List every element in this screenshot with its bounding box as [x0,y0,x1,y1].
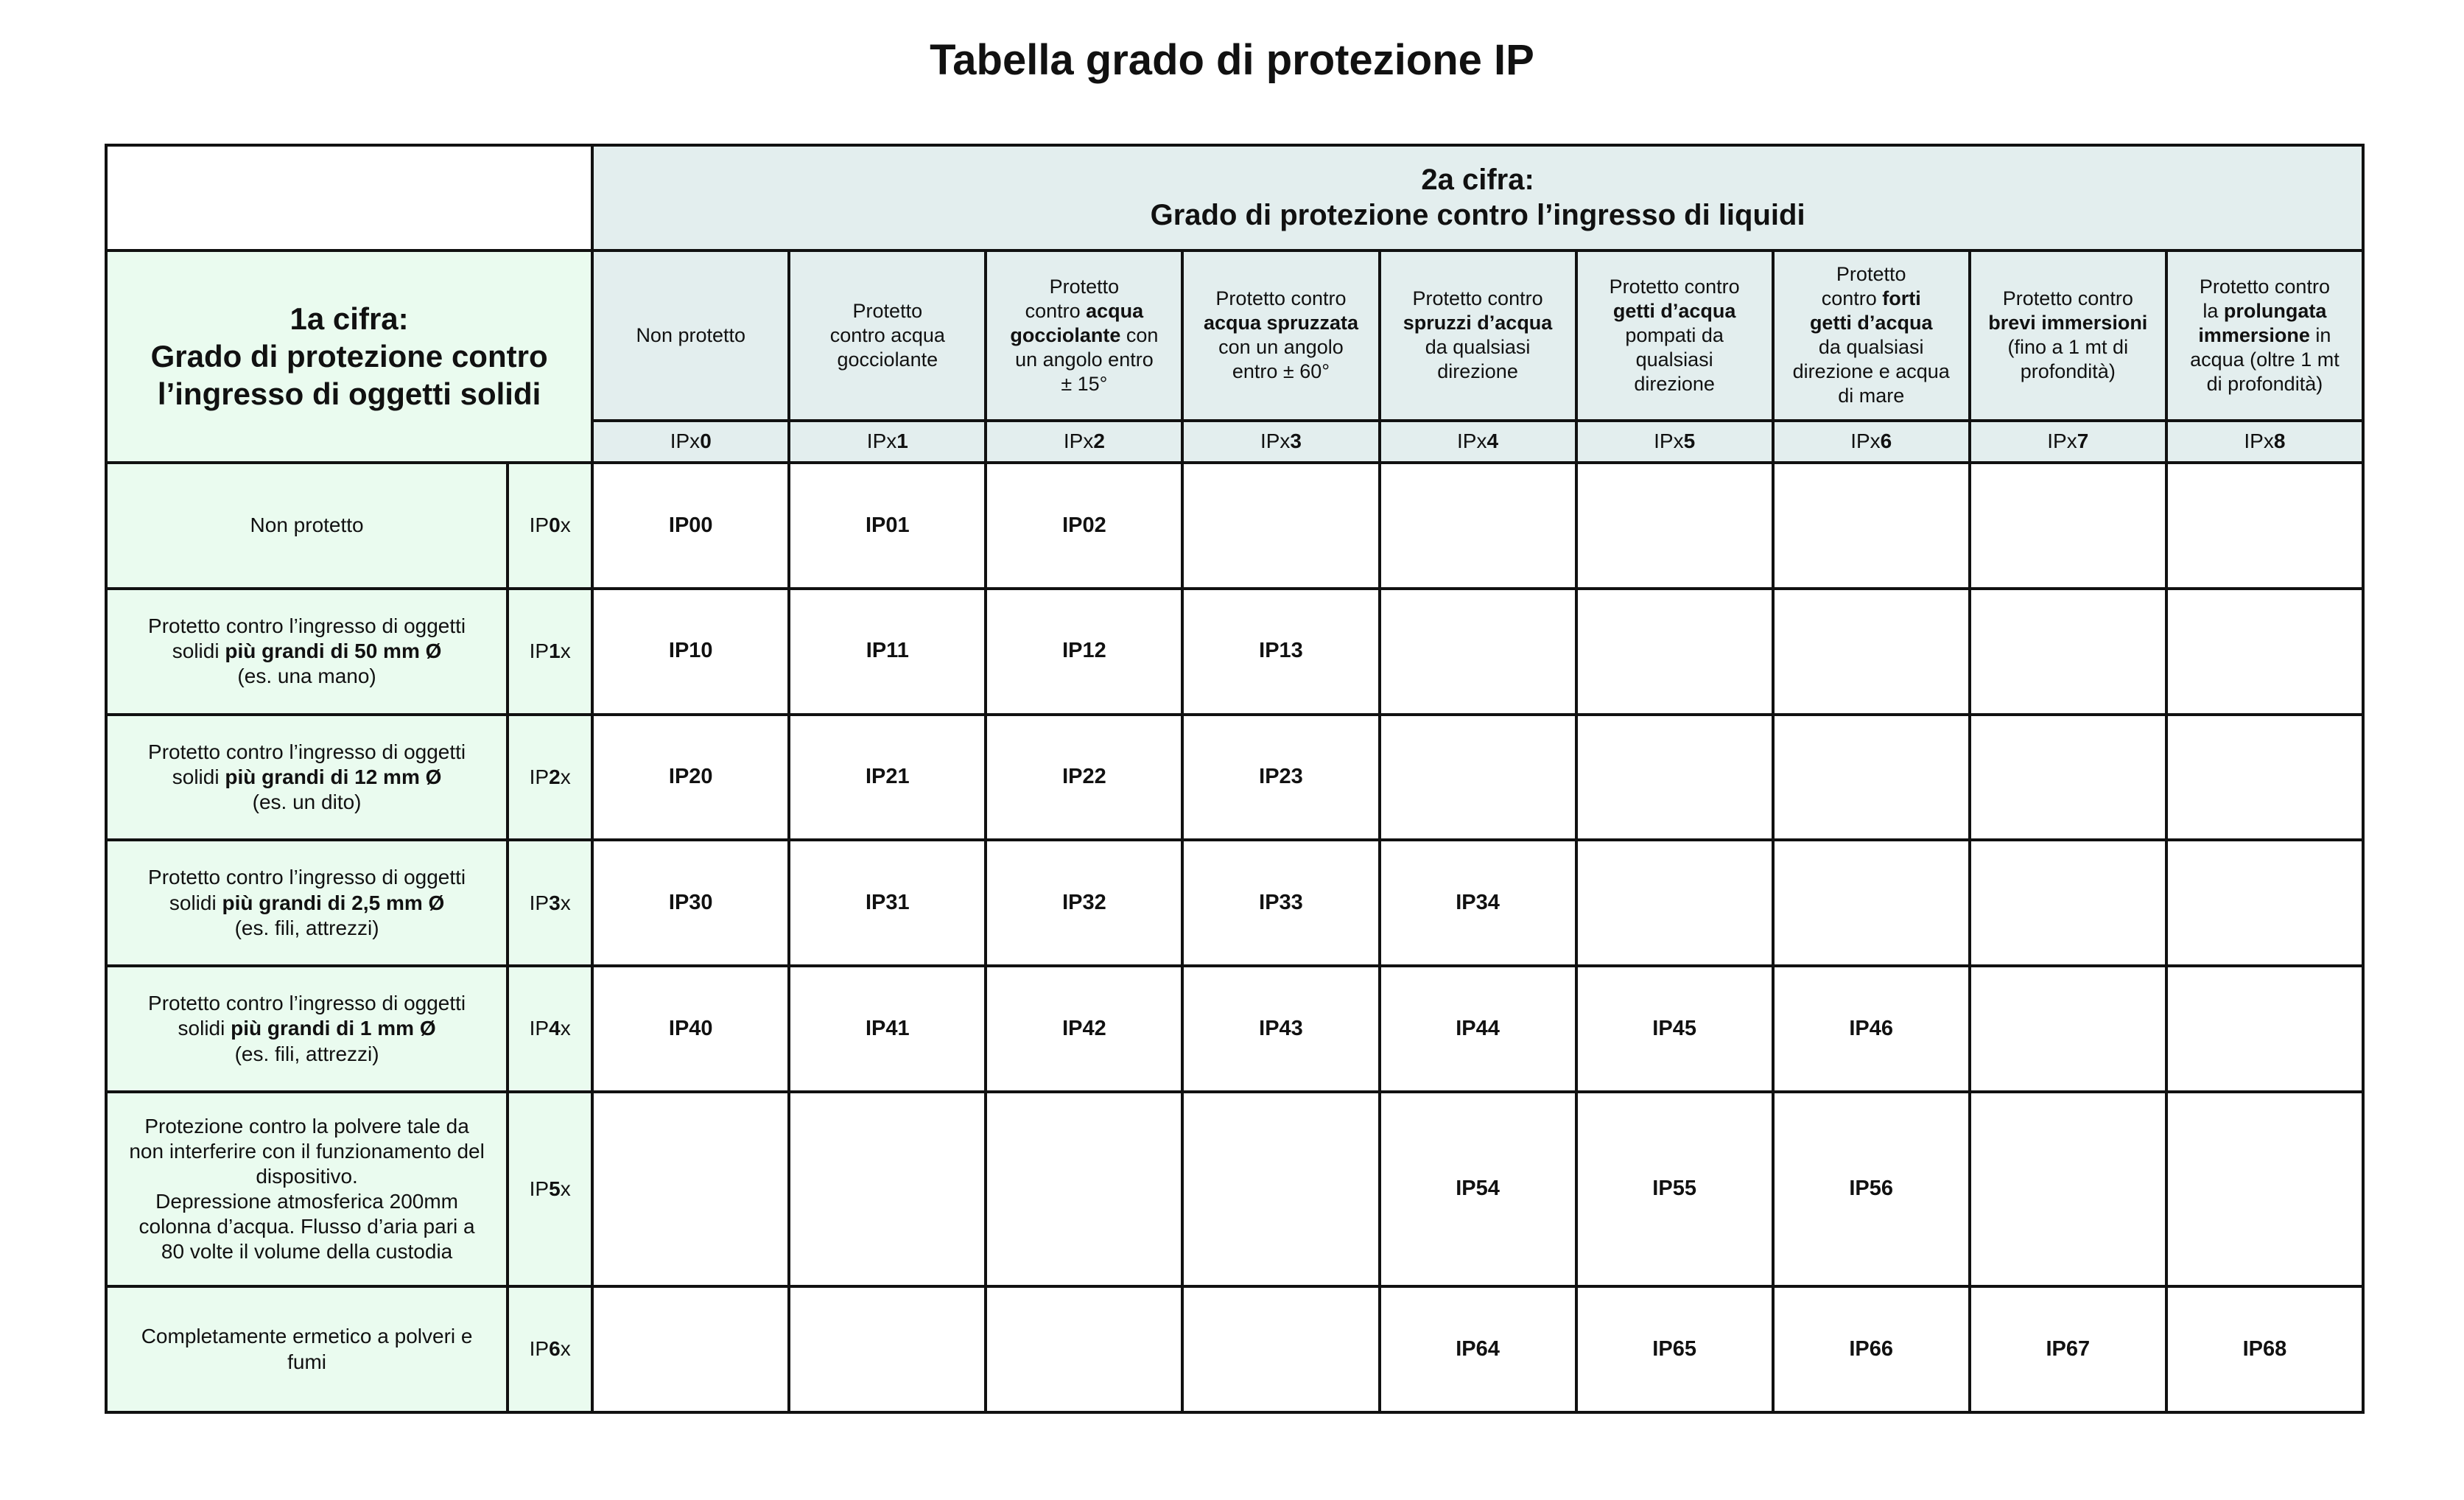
description-text: con un angolo [1218,336,1344,359]
column-header-ipx8 [2166,250,2363,421]
description-line [1782,384,1961,408]
code-suffix: x [560,1337,571,1361]
description-text: Completamente ermetico a polveri e [141,1325,473,1348]
ip-rating-cell [789,1286,986,1412]
row-code-ip1x [508,589,592,715]
ip-rating-cell: IP68 [2166,1286,2363,1412]
description-line [1979,311,2158,335]
description-text: più grandi di 50 mm Ø [225,639,442,663]
description-text: Non protetto [636,323,746,346]
description-text: Protetto contro l’ingresso di oggetti [148,992,466,1015]
row-description-ip6x [106,1286,508,1412]
ip-rating-cell: IP42 [986,966,1182,1092]
ip-rating-cell: IP46 [1773,966,1970,1092]
description-text: brevi immersioni [1988,312,2148,334]
table-row [106,589,2363,715]
description-line [994,275,1173,299]
column-description-row [106,250,2363,421]
description-line [115,1042,499,1067]
ip-rating-cell: IP13 [1182,589,1379,715]
ip-rating-cell: IP32 [986,840,1182,966]
ip-rating-cell: IP34 [1380,840,1576,966]
ip-rating-cell [1576,463,1773,589]
ip-rating-cell [1970,1092,2166,1286]
description-text: solidi [172,765,225,788]
code-prefix: IP [529,514,550,537]
ip-rating-cell: IP65 [1576,1286,1773,1412]
code-digit: 2 [1093,430,1105,453]
description-line [1585,275,1764,299]
ip-rating-cell [1380,589,1576,715]
description-text: Depressione atmosferica 200mm [155,1190,458,1213]
ip-rating-cell: IP31 [789,840,986,966]
table-row [106,966,2363,1092]
corner-cell [106,145,592,250]
code-digit: 3 [549,891,561,914]
row-description-ip0x [106,463,508,589]
code-prefix: IPx [2047,430,2077,453]
code-digit: 4 [1487,430,1499,453]
description-line [115,1114,499,1139]
ip-rating-cell: IP23 [1182,715,1379,841]
code-digit: 1 [896,430,908,453]
ip-rating-cell: IP40 [592,966,789,1092]
description-line [115,1189,499,1214]
description-text: la [2202,299,2224,322]
row-description-ip3x [106,840,508,966]
description-text: getti d’acqua [1612,299,1736,322]
description-text: profondità) [2020,360,2116,383]
description-text: contro [1025,299,1087,322]
description-line [1191,311,1370,335]
ip-rating-cell [1970,840,2166,966]
ip-rating-cell [2166,966,2363,1092]
description-line [115,1350,499,1375]
description-text: non interferire con il funzionamento del [129,1139,485,1163]
description-text: colonna d’acqua. Flusso d’aria pari a [138,1215,475,1238]
description-text: gocciolante [837,348,938,371]
description-text: Protetto contro [1609,275,1740,298]
description-text: in [2309,323,2331,346]
ip-rating-cell [2166,589,2363,715]
first-digit-header [106,250,592,463]
table-row [106,715,2363,841]
description-text: Protetto contro l’ingresso di oggetti [148,866,466,889]
column-code-ipx7 [1970,421,2166,463]
description-line [115,614,499,639]
description-text: acqua (oltre 1 mt [2190,348,2340,371]
column-header-ipx7 [1970,250,2166,421]
column-header-ipx2 [986,250,1182,421]
description-line [115,664,499,689]
description-line [1585,299,1764,323]
description-line [601,323,780,348]
code-prefix: IPx [1654,430,1684,453]
code-prefix: IPx [1260,430,1291,453]
code-digit: 8 [2273,430,2286,453]
description-text: Protetto contro [2002,287,2133,310]
ip-rating-cell [1970,966,2166,1092]
description-line [2175,348,2354,372]
code-suffix: x [560,1017,571,1040]
row-code-ip0x [508,463,592,589]
code-digit: 5 [549,1177,561,1200]
code-digit: 4 [549,1017,561,1040]
ip-rating-cell [1773,463,1970,589]
ip-rating-cell [1182,463,1379,589]
description-line [1979,287,2158,311]
description-text: direzione e acqua [1792,360,1950,383]
ip-rating-cell: IP67 [1970,1286,2166,1412]
ip-rating-cell: IP10 [592,589,789,715]
description-line [994,348,1173,372]
description-text: direzione [1634,372,1715,395]
description-line [1782,311,1961,335]
ip-rating-cell: IP02 [986,463,1182,589]
ip-rating-cell [1182,1092,1379,1286]
ip-rating-cell [592,1092,789,1286]
code-prefix: IPx [1850,430,1881,453]
ip-rating-cell [986,1092,1182,1286]
description-line [2175,323,2354,348]
column-header-ipx3 [1182,250,1379,421]
code-digit: 6 [1880,430,1892,453]
description-text: fumi [287,1350,327,1373]
description-line [115,1164,499,1189]
description-text: immersione [2198,323,2310,346]
ip-rating-cell [1380,463,1576,589]
description-line [115,1214,499,1239]
code-prefix: IPx [2244,430,2274,453]
description-text: ± 15° [1061,372,1108,395]
column-header-ipx0 [592,250,789,421]
ip-rating-cell [2166,715,2363,841]
description-line [115,513,499,538]
row-description-ip4x [106,966,508,1092]
ip-rating-cell [1576,589,1773,715]
description-text: contro [1821,287,1883,310]
ip-rating-cell: IP55 [1576,1092,1773,1286]
column-code-ipx8 [2166,421,2363,463]
code-suffix: x [560,1177,571,1200]
description-line [1389,287,1568,311]
column-header-ipx5 [1576,250,1773,421]
ip-rating-cell [1182,1286,1379,1412]
description-line [1585,348,1764,372]
second-digit-title: 2a cifra: [1421,163,1534,196]
first-digit-title: 1a cifra: [289,301,409,336]
ip-rating-cell: IP00 [592,463,789,589]
column-code-ipx1 [789,421,986,463]
description-line [1782,262,1961,287]
column-header-ipx4 [1380,250,1576,421]
description-line [2175,299,2354,323]
code-digit: 0 [549,514,561,537]
ip-rating-cell [592,1286,789,1412]
description-line [1585,372,1764,396]
description-text: acqua [1086,299,1144,322]
row-code-ip4x [508,966,592,1092]
column-header-ipx6 [1773,250,1970,421]
ip-rating-cell [1773,715,1970,841]
description-text: da qualsiasi [1425,336,1531,359]
description-text: pompati da [1625,323,1724,346]
description-text: (es. una mano) [237,665,376,688]
description-text: getti d’acqua [1809,312,1933,334]
ip-rating-cell: IP54 [1380,1092,1576,1286]
code-digit: 3 [1290,430,1302,453]
code-prefix: IPx [1457,430,1487,453]
table-row [106,1286,2363,1412]
description-line [115,1239,499,1264]
description-text: (es. fili, attrezzi) [234,916,379,939]
row-code-ip6x [508,1286,592,1412]
column-code-ipx0 [592,421,789,463]
description-line [1191,335,1370,360]
code-digit: 5 [1683,430,1696,453]
ip-rating-cell: IP20 [592,715,789,841]
column-code-ipx3 [1182,421,1379,463]
page-title: Tabella grado di protezione IP [930,36,1534,84]
ip-rating-cell: IP22 [986,715,1182,841]
description-line [115,740,499,765]
description-line [115,790,499,815]
code-suffix: x [560,765,571,788]
description-text: Protetto [1049,275,1120,298]
description-text: Protetto [1836,263,1906,286]
description-text: più grandi di 1 mm Ø [231,1017,436,1040]
description-line [1389,360,1568,384]
description-line [1389,311,1568,335]
description-line [1191,287,1370,311]
description-line [2175,275,2354,299]
description-text: dispositivo. [256,1164,358,1188]
ip-rating-cell: IP01 [789,463,986,589]
code-digit: 6 [549,1337,561,1361]
ip-rating-cell [1970,463,2166,589]
description-text: Protetto contro [2199,275,2330,298]
description-text: qualsiasi [1635,348,1713,371]
ip-rating-cell [1970,589,2166,715]
row-description-ip2x [106,715,508,841]
ip-rating-cell: IP41 [789,966,986,1092]
code-prefix: IPx [670,430,701,453]
ip-rating-cell: IP44 [1380,966,1576,1092]
description-text: gocciolante [1010,323,1121,346]
table-row [106,1092,2363,1286]
description-text: con [1120,323,1159,346]
code-digit: 1 [549,639,561,663]
code-suffix: x [560,891,571,914]
description-text: Protetto contro [1215,287,1347,310]
ip-rating-cell [1970,715,2166,841]
description-text: Protetto [852,299,923,322]
code-prefix: IPx [1063,430,1094,453]
code-prefix: IP [529,1177,550,1200]
table-row [106,840,2363,966]
table-row [106,463,2363,589]
description-text: di profondità) [2206,372,2323,395]
second-digit-header [592,145,2363,250]
column-code-ipx6 [1773,421,1970,463]
second-digit-header-row [106,145,2363,250]
ip-protection-table [105,144,2365,1414]
description-text: Non protetto [250,514,364,537]
description-text: solidi [172,639,225,663]
description-text: solidi [178,1017,231,1040]
description-text: prolungata [2223,299,2327,322]
ip-rating-cell: IP45 [1576,966,1773,1092]
description-text: forti [1882,287,1921,310]
ip-rating-cell: IP43 [1182,966,1379,1092]
description-text: più grandi di 12 mm Ø [225,765,442,788]
ip-rating-cell [1380,715,1576,841]
description-text: (es. un dito) [252,791,362,814]
description-line [1782,360,1961,384]
description-line [798,348,977,372]
ip-rating-cell: IP64 [1380,1286,1576,1412]
description-line [115,1016,499,1041]
description-line [994,372,1173,396]
row-code-ip2x [508,715,592,841]
description-line [798,299,977,323]
ip-rating-cell [1576,840,1773,966]
code-suffix: x [560,639,571,663]
description-line [115,865,499,890]
description-line [1979,335,2158,360]
code-prefix: IP [529,1017,550,1040]
description-line [1782,335,1961,360]
ip-rating-cell: IP66 [1773,1286,1970,1412]
code-prefix: IP [529,765,550,788]
ip-rating-cell [1773,840,1970,966]
description-line [1782,287,1961,311]
description-text: solidi [169,891,222,914]
description-text: Protetto contro [1412,287,1543,310]
description-line [2175,372,2354,396]
description-text: (es. fili, attrezzi) [234,1042,379,1065]
description-line [1585,323,1764,348]
row-code-ip5x [508,1092,592,1286]
code-prefix: IP [529,639,550,663]
ip-rating-cell [1773,589,1970,715]
description-text: (fino a 1 mt di [2007,336,2129,359]
code-digit: 0 [700,430,712,453]
description-text: Protezione contro la polvere tale da [144,1114,469,1138]
ip-rating-cell: IP21 [789,715,986,841]
description-line [115,765,499,790]
ip-rating-cell [2166,840,2363,966]
description-line [1191,360,1370,384]
ip-rating-cell [2166,1092,2363,1286]
code-suffix: x [560,514,571,537]
description-line [115,891,499,916]
ip-rating-cell [986,1286,1182,1412]
description-line [1389,335,1568,360]
column-code-ipx2 [986,421,1182,463]
description-text: di mare [1838,385,1905,407]
row-description-ip5x [106,1092,508,1286]
ip-rating-cell: IP30 [592,840,789,966]
ip-rating-cell: IP56 [1773,1092,1970,1286]
description-text: Protetto contro l’ingresso di oggetti [148,740,466,763]
description-text: acqua spruzzata [1203,312,1359,334]
description-line [994,323,1173,348]
column-header-ipx1 [789,250,986,421]
description-line [115,639,499,664]
description-text: 80 volte il volume della custodia [161,1240,453,1264]
description-line [115,916,499,941]
code-prefix: IP [529,891,550,914]
description-text: contro acqua [829,323,945,346]
ip-rating-cell [1576,715,1773,841]
ip-rating-cell: IP33 [1182,840,1379,966]
code-digit: 2 [549,765,561,788]
description-text: un angolo entro [1015,348,1154,371]
column-code-ipx5 [1576,421,1773,463]
description-line [115,1139,499,1164]
code-prefix: IPx [866,430,897,453]
ip-rating-cell: IP12 [986,589,1182,715]
description-text: da qualsiasi [1818,336,1924,359]
description-text: direzione [1437,360,1518,383]
description-text: più grandi di 2,5 mm Ø [222,891,445,914]
ip-rating-cell [789,1092,986,1286]
row-description-ip1x [106,589,508,715]
description-line [115,991,499,1016]
description-line [798,323,977,348]
row-code-ip3x [508,840,592,966]
description-text: spruzzi d’acqua [1403,312,1553,334]
second-digit-subtitle: Grado di protezione contro l’ingresso di liquidi [1150,199,1805,232]
ip-rating-cell: IP11 [789,589,986,715]
code-digit: 7 [2077,430,2089,453]
column-code-ipx4 [1380,421,1576,463]
first-digit-subtitle: Grado di protezione contro l’ingresso di oggetti solidi [150,339,548,412]
description-text: Protetto contro l’ingresso di oggetti [148,614,466,637]
description-text: entro ± 60° [1232,360,1330,383]
description-line [994,299,1173,323]
ip-rating-cell [2166,463,2363,589]
description-line [1979,360,2158,384]
description-line [115,1324,499,1349]
code-prefix: IP [529,1337,550,1361]
